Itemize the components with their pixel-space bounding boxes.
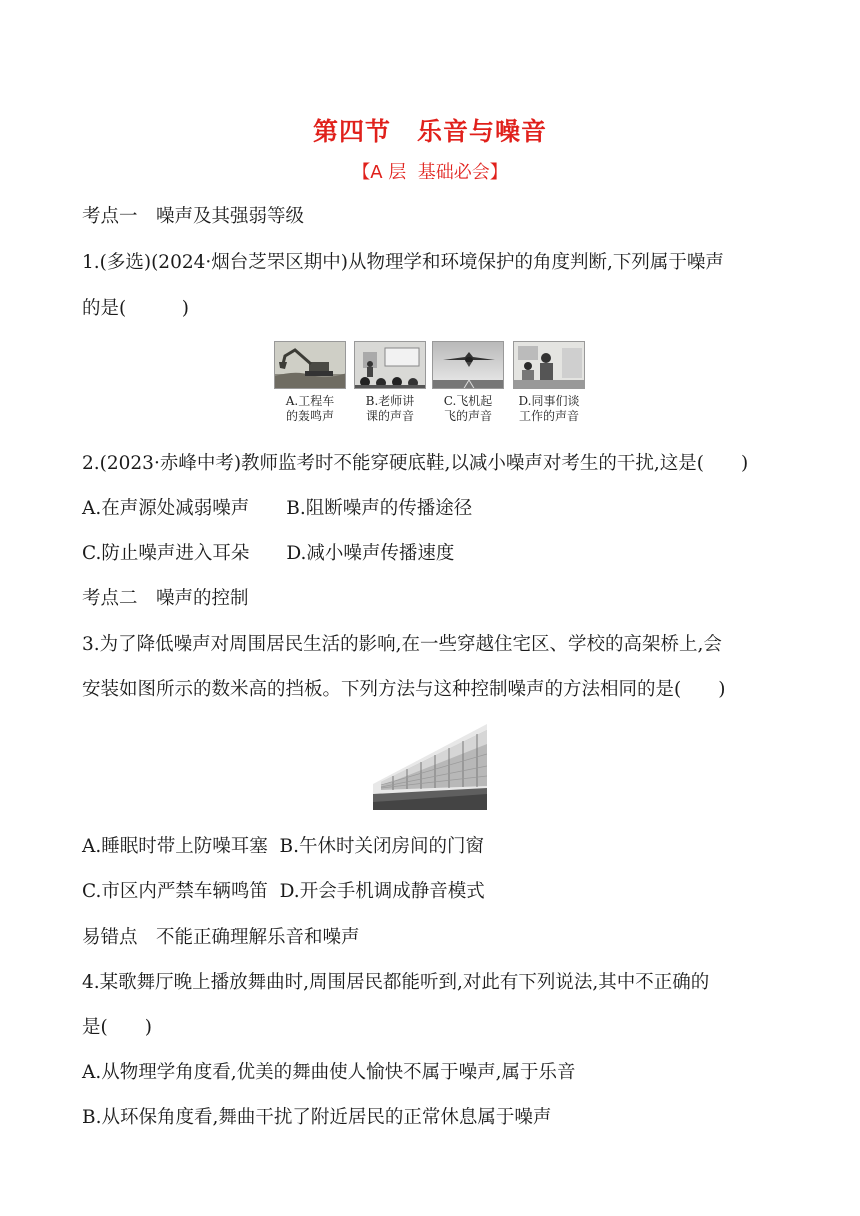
q1-caption-b: B.老师讲 课的声音 — [365, 394, 415, 423]
sound-barrier-photo-icon — [373, 724, 487, 810]
section-heading-3: 易错点 不能正确理解乐音和噪声 — [82, 927, 360, 948]
q2-options-ab: A.在声源处减弱噪声 B.阻断噪声的传播途径 — [82, 498, 473, 519]
q4-option-a: A.从物理学角度看,优美的舞曲使人愉快不属于噪声,属于乐音 — [82, 1062, 576, 1083]
q1-stem-line2: 的是( ) — [82, 298, 189, 319]
q2-stem: 2.(2023·赤峰中考)教师监考时不能穿硬底鞋,以减小噪声对考生的干扰,这是( ) — [82, 453, 749, 474]
q1-stem-line1: 1.(多选)(2024·烟台芝罘区期中)从物理学和环境保护的角度判断,下列属于噪声 — [82, 252, 724, 273]
q4-stem-line2: 是( ) — [82, 1017, 152, 1038]
q3-options-ab: A.睡眠时带上防噪耳塞 B.午休时关闭房间的门窗 — [82, 836, 484, 857]
q1-caption-a: A.工程车 的轰鸣声 — [285, 394, 335, 423]
q3-stem-line1: 3.为了降低噪声对周围居民生活的影响,在一些穿越住宅区、学校的高架桥上,会 — [82, 634, 722, 655]
excavator-photo-icon — [274, 341, 346, 389]
page-title: 第四节 乐音与噪音 — [312, 117, 547, 146]
classroom-photo-icon — [354, 341, 426, 389]
q3-options-cd: C.市区内严禁车辆鸣笛 D.开会手机调成静音模式 — [82, 881, 485, 902]
airplane-photo-icon — [432, 341, 504, 389]
q4-option-b: B.从环保角度看,舞曲干扰了附近居民的正常休息属于噪声 — [82, 1107, 552, 1128]
q4-stem-line1: 4.某歌舞厅晚上播放舞曲时,周围居民都能听到,对此有下列说法,其中不正确的 — [82, 972, 710, 993]
q1-image-c — [432, 341, 504, 424]
q1-image-d — [513, 341, 585, 424]
q1-image-row — [274, 341, 590, 431]
section-heading-1: 考点一 噪声及其强弱等级 — [82, 206, 305, 227]
q3-stem-line2: 安装如图所示的数米高的挡板。下列方法与这种控制噪声的方法相同的是( ) — [82, 679, 726, 700]
q1-image-b — [354, 341, 426, 424]
q2-options-cd: C.防止噪声进入耳朵 D.减小噪声传播速度 — [82, 543, 455, 564]
q1-caption-c: C.飞机起 飞的声音 — [443, 394, 493, 423]
q1-caption-d: D.同事们谈 工作的声音 — [518, 394, 580, 423]
office-photo-icon — [513, 341, 585, 389]
section-heading-2: 考点二 噪声的控制 — [82, 588, 249, 609]
q1-image-a — [274, 341, 346, 424]
level-subtitle: 【A 层 基础必会】 — [352, 162, 508, 183]
